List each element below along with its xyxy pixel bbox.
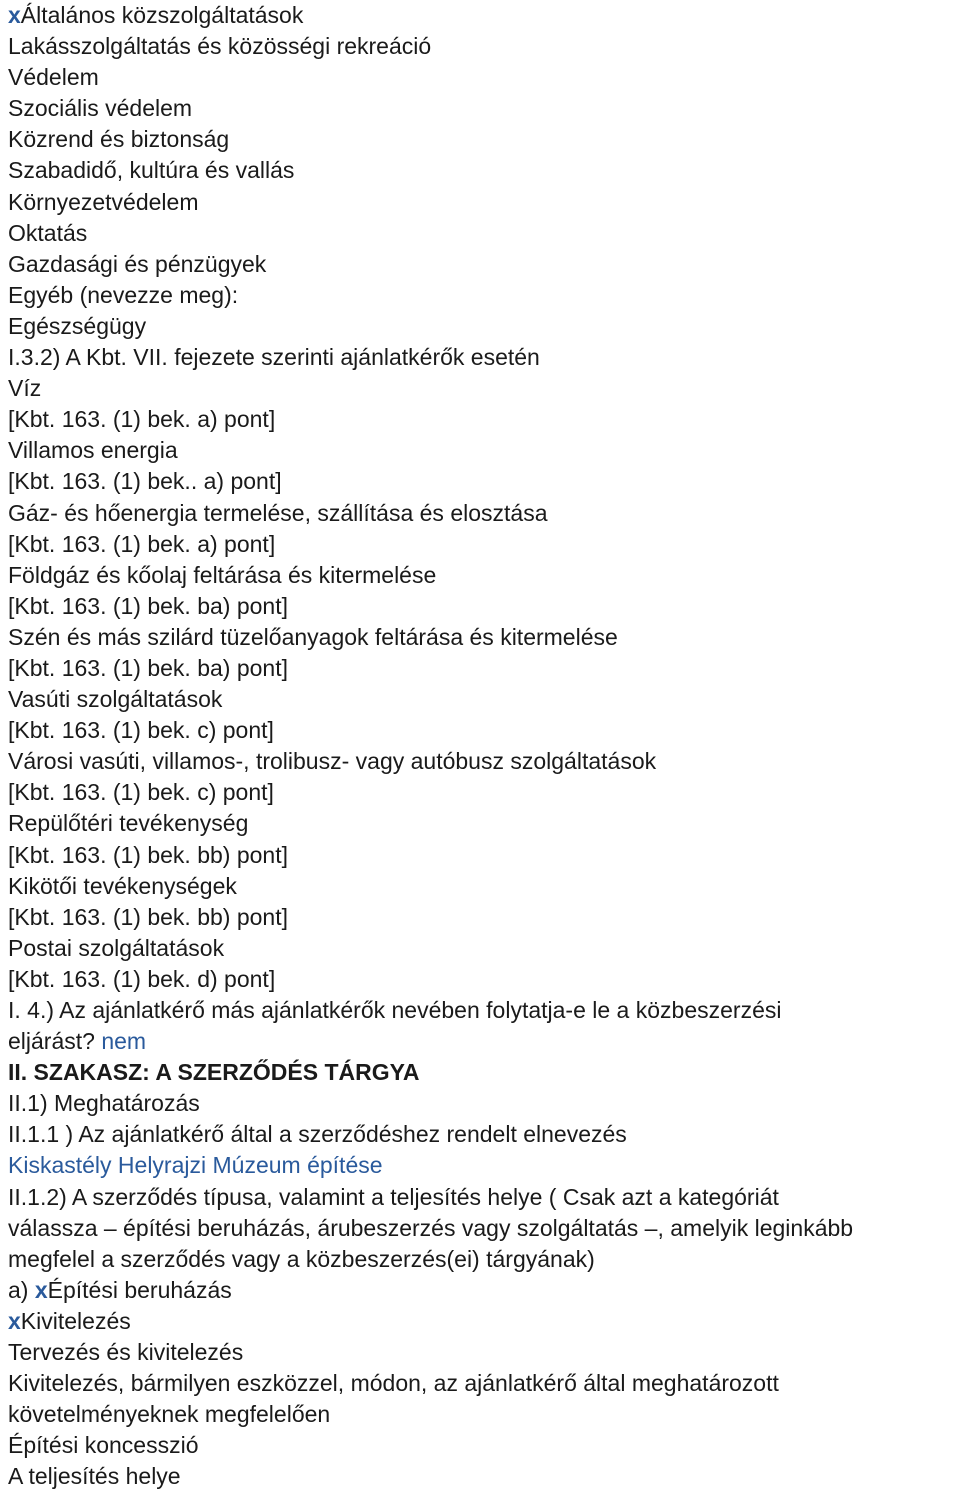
- service-item: Oktatás: [8, 219, 88, 246]
- legal-reference: [Kbt. 163. (1) bek. a) pont]: [8, 406, 276, 433]
- activity-label: Postai szolgáltatások: [8, 934, 225, 961]
- section-ii11-title: II.1.1 ) Az ajánlatkérő által a szerződéshez rendelt elnevezés: [8, 1121, 627, 1148]
- legal-reference: [Kbt. 163. (1) bek. c) pont]: [8, 717, 274, 744]
- legal-reference: [Kbt. 163. (1) bek. ba) pont]: [8, 592, 288, 619]
- check-mark: x: [8, 1307, 21, 1334]
- legal-reference: [Kbt. 163. (1) bek.. a) pont]: [8, 468, 282, 495]
- document-page: [8, 0, 960, 1493]
- service-item: Védelem: [8, 64, 99, 91]
- legal-reference: [Kbt. 163. (1) bek. a) pont]: [8, 530, 276, 557]
- section-ii12-line: II.1.2) A szerződés típusa, valamint a teljesítés helye ( Csak azt a kategóriát: [8, 1183, 779, 1210]
- legal-reference: [Kbt. 163. (1) bek. c) pont]: [8, 779, 274, 806]
- activity-label: Repülőtéri tevékenység: [8, 810, 249, 837]
- check-mark: x: [34, 1276, 48, 1303]
- service-item: Környezetvédelem: [8, 188, 199, 215]
- service-item: Lakásszolgáltatás és közösségi rekreáció: [8, 33, 432, 60]
- option-kivitelezes: xKivitelezés: [8, 1307, 131, 1334]
- section-ii12-line: válassza – építési beruházás, árubeszerzés vagy szolgáltatás –, amelyik leginkább: [8, 1214, 854, 1241]
- section-ii1-title: II.1) Meghatározás: [8, 1090, 200, 1117]
- teljesites-helye: A teljesítés helye: [8, 1463, 181, 1490]
- section-ii12-line: megfelel a szerződés vagy a közbeszerzés(ei) tárgyának): [8, 1245, 595, 1272]
- service-item: xÁltalános közszolgáltatások: [8, 2, 304, 28]
- activity-label: Vasúti szolgáltatások: [8, 686, 223, 713]
- option-tervezes: Tervezés és kivitelezés: [8, 1339, 244, 1366]
- section-i4-question-cont: eljárást? nem: [8, 1028, 147, 1055]
- activity-label: Víz: [8, 375, 42, 402]
- section-ii-heading: II. SZAKASZ: A SZERZŐDÉS TÁRGYA: [8, 1059, 420, 1086]
- legal-reference: [Kbt. 163. (1) bek. d) pont]: [8, 965, 276, 992]
- service-item: Közrend és biztonság: [8, 126, 230, 153]
- option-koncesszio: Építési koncesszió: [8, 1432, 199, 1459]
- option-kivitelezes-barmilyen: Kivitelezés, bármilyen eszközzel, módon, az ajánlatkérő által meghatározott: [8, 1370, 779, 1397]
- activity-label: Villamos energia: [8, 437, 178, 464]
- legal-reference: [Kbt. 163. (1) bek. ba) pont]: [8, 654, 288, 681]
- activity-label: Földgáz és kőolaj feltárása és kitermelése: [8, 561, 437, 588]
- service-item: Szociális védelem: [8, 95, 193, 122]
- section-i32-heading: I.3.2) A Kbt. VII. fejezete szerinti ajánlatkérők esetén: [8, 344, 540, 371]
- activity-label: Gáz- és hőenergia termelése, szállítása és elosztása: [8, 499, 548, 526]
- section-i4-question: I. 4.) Az ajánlatkérő más ajánlatkérők nevében folytatja-e le a közbeszerzési: [8, 997, 782, 1023]
- activity-label: Kikötői tevékenységek: [8, 872, 237, 899]
- option-kivitelezes-barmilyen-cont: követelményeknek megfelelően: [8, 1401, 331, 1428]
- option-a: a) xÉpítési beruházás: [8, 1276, 232, 1303]
- legal-reference: [Kbt. 163. (1) bek. bb) pont]: [8, 903, 288, 930]
- service-item: Gazdasági és pénzügyek: [8, 250, 267, 277]
- contract-name: Kiskastély Helyrajzi Múzeum építése: [8, 1152, 383, 1179]
- legal-reference: [Kbt. 163. (1) bek. bb) pont]: [8, 841, 288, 868]
- activity-label: Városi vasúti, villamos-, trolibusz- vagy autóbusz szolgáltatások: [8, 748, 657, 775]
- service-item: Szabadidő, kultúra és vallás: [8, 157, 295, 184]
- section-i4-answer: nem: [101, 1028, 147, 1055]
- service-item: Egyéb (nevezze meg):: [8, 281, 239, 308]
- activity-label: Szén és más szilárd tüzelőanyagok feltárása és kitermelése: [8, 623, 618, 650]
- check-mark: x: [8, 2, 21, 28]
- service-item: Egészségügy: [8, 312, 147, 339]
